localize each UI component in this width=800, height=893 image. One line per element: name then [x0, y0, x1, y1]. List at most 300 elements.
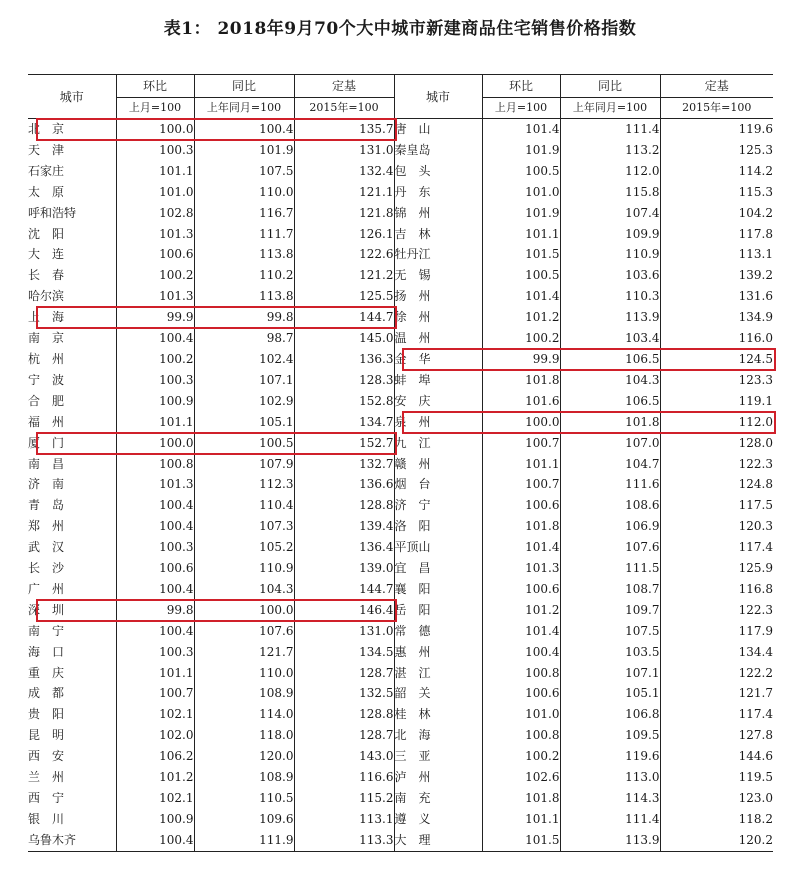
left-city-cell: 合 肥	[28, 393, 65, 408]
left-base-cell: 128.7	[294, 663, 394, 684]
left-base-cell: 131.0	[294, 140, 394, 161]
table-row	[28, 286, 773, 307]
right-city-cell: 丹 东	[394, 182, 482, 203]
right-base-cell: 115.3	[660, 182, 773, 203]
left-yoy-cell: 110.0	[194, 663, 294, 684]
left-city-cell: 西 安	[28, 749, 65, 764]
header-mom-base-right: 上月=100	[482, 98, 560, 119]
left-base-cell: 136.3	[294, 349, 394, 370]
left-mom-cell: 101.3	[116, 224, 194, 245]
left-mom-cell: 100.3	[116, 642, 194, 663]
left-yoy-cell: 107.3	[194, 516, 294, 537]
left-mom-cell: 100.2	[116, 349, 194, 370]
left-mom-cell: 100.4	[116, 579, 194, 600]
left-mom-cell: 106.2	[116, 746, 194, 767]
left-yoy-cell: 111.9	[194, 830, 294, 851]
left-mom-cell: 100.4	[116, 495, 194, 516]
right-yoy-cell: 103.5	[560, 642, 660, 663]
right-mom-cell: 100.5	[482, 265, 560, 286]
highlight-box	[36, 599, 397, 622]
right-base-cell: 118.2	[660, 809, 773, 830]
right-mom-cell: 101.4	[482, 286, 560, 307]
right-city-cell: 北 海	[394, 725, 482, 746]
right-yoy-cell: 107.6	[560, 537, 660, 558]
right-city-cell: 秦皇岛	[394, 140, 482, 161]
header-base-base-right: 2015年=100	[660, 98, 773, 119]
left-yoy-cell: 107.6	[194, 621, 294, 642]
right-base-cell: 116.8	[660, 579, 773, 600]
left-yoy-cell: 110.9	[194, 558, 294, 579]
highlight-box	[402, 348, 776, 371]
right-yoy-cell: 119.6	[560, 746, 660, 767]
left-city-cell: 北 京	[28, 122, 65, 136]
right-city-cell: 遵 义	[394, 809, 482, 830]
left-base-cell: 121.2	[294, 265, 394, 286]
left-base-cell: 134.5	[294, 642, 394, 663]
left-mom-cell: 99.9	[116, 307, 194, 328]
highlight-box	[402, 411, 776, 434]
right-yoy-cell: 103.6	[560, 265, 660, 286]
right-base-cell: 117.4	[660, 537, 773, 558]
right-mom-cell: 100.2	[482, 328, 560, 349]
header-yoy-left: 同比	[194, 75, 294, 98]
header-city-left: 城市	[28, 75, 116, 119]
right-city-cell: 赣 州	[394, 454, 482, 475]
right-city-cell: 岳 阳	[394, 600, 482, 621]
right-city-cell: 洛 阳	[394, 516, 482, 537]
right-mom-cell: 100.6	[482, 579, 560, 600]
header-base-base-left: 2015年=100	[294, 98, 394, 119]
right-base-cell: 144.6	[660, 746, 773, 767]
table-row	[28, 725, 773, 746]
left-base-cell: 121.1	[294, 182, 394, 203]
left-mom-cell: 100.9	[116, 809, 194, 830]
left-yoy-cell: 110.2	[194, 265, 294, 286]
left-mom-cell: 101.2	[116, 767, 194, 788]
left-base-cell: 144.7	[294, 307, 394, 328]
right-base-cell: 117.8	[660, 224, 773, 245]
left-base-cell: 128.8	[294, 495, 394, 516]
left-city-cell: 兰 州	[28, 770, 65, 785]
left-base-cell: 125.5	[294, 286, 394, 307]
right-base-cell: 123.0	[660, 788, 773, 809]
table-row	[28, 391, 773, 412]
left-base-cell: 132.5	[294, 683, 394, 704]
right-mom-cell: 101.1	[482, 224, 560, 245]
left-yoy-cell: 116.7	[194, 203, 294, 224]
right-base-cell: 116.0	[660, 328, 773, 349]
right-mom-cell: 100.8	[482, 725, 560, 746]
right-yoy-cell: 109.7	[560, 600, 660, 621]
right-base-cell: 119.1	[660, 391, 773, 412]
right-city-cell: 常 德	[394, 621, 482, 642]
left-base-cell: 121.8	[294, 203, 394, 224]
header-city-right: 城市	[394, 75, 482, 119]
left-city-cell: 太 原	[28, 184, 65, 199]
header-base-left: 定基	[294, 75, 394, 98]
right-mom-cell: 101.1	[482, 809, 560, 830]
right-yoy-cell: 112.0	[560, 161, 660, 182]
left-mom-cell: 99.8	[116, 600, 194, 621]
right-yoy-cell: 106.8	[560, 704, 660, 725]
left-base-cell: 128.3	[294, 370, 394, 391]
right-city-cell: 温 州	[394, 328, 482, 349]
left-mom-cell: 102.0	[116, 725, 194, 746]
table-row	[28, 746, 773, 767]
right-yoy-cell: 107.5	[560, 621, 660, 642]
right-city-cell: 扬 州	[394, 286, 482, 307]
left-yoy-cell: 108.9	[194, 683, 294, 704]
right-yoy-cell: 105.1	[560, 683, 660, 704]
header-base-right: 定基	[660, 75, 773, 98]
right-mom-cell: 101.4	[482, 621, 560, 642]
table-row	[28, 788, 773, 809]
left-mom-cell: 100.8	[116, 454, 194, 475]
left-city-cell: 大 连	[28, 247, 65, 262]
right-mom-cell: 101.1	[482, 454, 560, 475]
right-base-cell: 119.5	[660, 767, 773, 788]
header-mom-base-left: 上月=100	[116, 98, 194, 119]
right-base-cell: 121.7	[660, 683, 773, 704]
left-city-cell: 广 州	[28, 581, 65, 596]
left-mom-cell: 100.4	[116, 516, 194, 537]
left-city-cell: 杭 州	[28, 351, 65, 366]
table-row	[28, 161, 773, 182]
right-city-cell: 惠 州	[394, 642, 482, 663]
right-base-cell: 117.5	[660, 495, 773, 516]
left-base-cell: 144.7	[294, 579, 394, 600]
right-yoy-cell: 103.4	[560, 328, 660, 349]
right-base-cell: 120.2	[660, 830, 773, 851]
left-yoy-cell: 109.6	[194, 809, 294, 830]
left-yoy-cell: 100.5	[194, 433, 294, 454]
left-base-cell: 135.7	[294, 119, 394, 140]
right-mom-cell: 100.6	[482, 683, 560, 704]
left-yoy-cell: 107.5	[194, 161, 294, 182]
left-yoy-cell: 99.8	[194, 307, 294, 328]
table-row	[28, 265, 773, 286]
right-city-cell: 宜 昌	[394, 558, 482, 579]
left-mom-cell: 100.4	[116, 621, 194, 642]
right-mom-cell: 100.5	[482, 161, 560, 182]
left-mom-cell: 100.3	[116, 370, 194, 391]
right-mom-cell: 101.4	[482, 119, 560, 140]
right-base-cell: 124.8	[660, 474, 773, 495]
table-row	[28, 224, 773, 245]
right-mom-cell: 101.4	[482, 537, 560, 558]
right-city-cell: 济 宁	[394, 495, 482, 516]
right-base-cell: 113.1	[660, 244, 773, 265]
left-city-cell: 宁 波	[28, 372, 65, 387]
right-base-cell: 122.3	[660, 454, 773, 475]
right-mom-cell: 101.9	[482, 203, 560, 224]
left-yoy-cell: 100.0	[194, 600, 294, 621]
left-yoy-cell: 112.3	[194, 474, 294, 495]
right-city-cell: 金 华	[394, 349, 482, 370]
table-row	[28, 516, 773, 537]
left-city-cell: 银 川	[28, 811, 65, 826]
left-base-cell: 126.1	[294, 224, 394, 245]
header-yoy-base-left: 上年同月=100	[194, 98, 294, 119]
left-base-cell: 122.6	[294, 244, 394, 265]
right-yoy-cell: 113.0	[560, 767, 660, 788]
left-mom-cell: 100.0	[116, 433, 194, 454]
left-city-cell: 成 都	[28, 686, 65, 701]
right-city-cell: 烟 台	[394, 474, 482, 495]
left-base-cell: 152.8	[294, 391, 394, 412]
left-city-cell: 福 州	[28, 414, 65, 429]
right-city-cell: 三 亚	[394, 746, 482, 767]
right-city-cell: 牡丹江	[394, 244, 482, 265]
left-mom-cell: 100.2	[116, 265, 194, 286]
right-yoy-cell: 101.8	[560, 412, 660, 433]
right-base-cell: 104.2	[660, 203, 773, 224]
right-base-cell: 134.9	[660, 307, 773, 328]
right-mom-cell: 102.6	[482, 767, 560, 788]
right-base-cell: 139.2	[660, 265, 773, 286]
left-yoy-cell: 104.3	[194, 579, 294, 600]
right-yoy-cell: 108.6	[560, 495, 660, 516]
left-yoy-cell: 110.4	[194, 495, 294, 516]
left-city-cell: 郑 州	[28, 519, 65, 534]
left-yoy-cell: 102.4	[194, 349, 294, 370]
right-yoy-cell: 106.9	[560, 516, 660, 537]
table-row	[28, 182, 773, 203]
left-city-cell: 石家庄	[28, 163, 65, 178]
table-row	[28, 830, 773, 851]
left-yoy-cell: 118.0	[194, 725, 294, 746]
right-yoy-cell: 104.7	[560, 454, 660, 475]
right-yoy-cell: 111.6	[560, 474, 660, 495]
left-yoy-cell: 105.2	[194, 537, 294, 558]
left-city-cell: 贵 阳	[28, 707, 65, 722]
header-yoy-right: 同比	[560, 75, 660, 98]
right-base-cell: 122.3	[660, 600, 773, 621]
left-yoy-cell: 114.0	[194, 704, 294, 725]
table-row	[28, 767, 773, 788]
header-mom-left: 环比	[116, 75, 194, 98]
table-row	[28, 558, 773, 579]
left-yoy-cell: 98.7	[194, 328, 294, 349]
left-city-cell: 长 沙	[28, 561, 65, 576]
table-row	[28, 579, 773, 600]
right-yoy-cell: 104.3	[560, 370, 660, 391]
left-base-cell: 152.7	[294, 433, 394, 454]
left-base-cell: 145.0	[294, 328, 394, 349]
right-mom-cell: 101.9	[482, 140, 560, 161]
left-base-cell: 115.2	[294, 788, 394, 809]
left-base-cell: 116.6	[294, 767, 394, 788]
left-city-cell: 沈 阳	[28, 226, 65, 241]
right-base-cell: 125.3	[660, 140, 773, 161]
right-yoy-cell: 114.3	[560, 788, 660, 809]
left-city-cell: 深 圳	[28, 602, 65, 617]
right-base-cell: 123.3	[660, 370, 773, 391]
left-mom-cell: 100.3	[116, 537, 194, 558]
right-yoy-cell: 107.1	[560, 663, 660, 684]
right-city-cell: 襄 阳	[394, 579, 482, 600]
left-base-cell: 128.7	[294, 725, 394, 746]
right-mom-cell: 101.8	[482, 516, 560, 537]
right-mom-cell: 101.2	[482, 307, 560, 328]
right-base-cell: 128.0	[660, 433, 773, 454]
left-mom-cell: 102.1	[116, 788, 194, 809]
left-city-cell: 上 海	[28, 310, 65, 325]
left-base-cell: 143.0	[294, 746, 394, 767]
table-row	[28, 454, 773, 475]
left-mom-cell: 101.1	[116, 161, 194, 182]
right-yoy-cell: 106.5	[560, 349, 660, 370]
left-city-cell: 长 春	[28, 268, 65, 283]
right-city-cell: 蚌 埠	[394, 370, 482, 391]
left-yoy-cell: 113.8	[194, 244, 294, 265]
right-base-cell: 122.2	[660, 663, 773, 684]
left-city-cell: 南 昌	[28, 456, 65, 471]
left-mom-cell: 101.3	[116, 474, 194, 495]
left-base-cell: 132.4	[294, 161, 394, 182]
left-base-cell: 139.4	[294, 516, 394, 537]
right-mom-cell: 101.2	[482, 600, 560, 621]
right-mom-cell: 101.3	[482, 558, 560, 579]
table-row	[28, 203, 773, 224]
left-yoy-cell: 102.9	[194, 391, 294, 412]
right-yoy-cell: 113.9	[560, 830, 660, 851]
table-row	[28, 663, 773, 684]
left-base-cell: 131.0	[294, 621, 394, 642]
table-row	[28, 244, 773, 265]
right-city-cell: 无 锡	[394, 265, 482, 286]
right-city-cell: 徐 州	[394, 307, 482, 328]
left-city-cell: 天 津	[28, 142, 65, 157]
right-mom-cell: 99.9	[482, 349, 560, 370]
left-city-cell: 南 京	[28, 331, 65, 346]
table-row	[28, 537, 773, 558]
right-city-cell: 泸 州	[394, 767, 482, 788]
right-yoy-cell: 113.9	[560, 307, 660, 328]
left-mom-cell: 101.1	[116, 412, 194, 433]
table-row	[28, 140, 773, 161]
left-city-cell: 呼和浩特	[28, 205, 77, 220]
left-base-cell: 113.1	[294, 809, 394, 830]
right-mom-cell: 100.4	[482, 642, 560, 663]
left-mom-cell: 102.1	[116, 704, 194, 725]
price-index-table	[28, 74, 773, 852]
left-city-cell: 西 宁	[28, 791, 65, 805]
right-mom-cell: 100.8	[482, 663, 560, 684]
right-base-cell: 120.3	[660, 516, 773, 537]
right-base-cell: 134.4	[660, 642, 773, 663]
left-base-cell: 139.0	[294, 558, 394, 579]
table-row	[28, 704, 773, 725]
right-yoy-cell: 106.5	[560, 391, 660, 412]
table-row	[28, 370, 773, 391]
left-mom-cell: 100.7	[116, 683, 194, 704]
table-row	[28, 683, 773, 704]
right-base-cell: 117.4	[660, 704, 773, 725]
right-yoy-cell: 111.4	[560, 809, 660, 830]
left-city-cell: 武 汉	[28, 540, 65, 555]
left-mom-cell: 101.3	[116, 286, 194, 307]
left-mom-cell: 101.0	[116, 182, 194, 203]
right-mom-cell: 100.7	[482, 433, 560, 454]
left-base-cell: 134.7	[294, 412, 394, 433]
left-city-cell: 哈尔滨	[28, 289, 65, 304]
left-yoy-cell: 121.7	[194, 642, 294, 663]
right-mom-cell: 100.7	[482, 474, 560, 495]
right-yoy-cell: 107.4	[560, 203, 660, 224]
left-city-cell: 重 庆	[28, 665, 65, 680]
highlight-box	[36, 118, 397, 141]
left-city-cell: 厦 门	[28, 435, 65, 450]
right-mom-cell: 101.0	[482, 704, 560, 725]
right-base-cell: 127.8	[660, 725, 773, 746]
left-mom-cell: 100.6	[116, 244, 194, 265]
left-city-cell: 青 岛	[28, 498, 65, 513]
left-yoy-cell: 110.5	[194, 788, 294, 809]
header-yoy-base-right: 上年同月=100	[560, 98, 660, 119]
right-base-cell: 114.2	[660, 161, 773, 182]
left-yoy-cell: 110.0	[194, 182, 294, 203]
left-base-cell: 136.6	[294, 474, 394, 495]
table-row	[28, 495, 773, 516]
left-mom-cell: 100.4	[116, 328, 194, 349]
right-city-cell: 安 庆	[394, 391, 482, 412]
left-mom-cell: 100.9	[116, 391, 194, 412]
right-city-cell: 包 头	[394, 161, 482, 182]
left-yoy-cell: 105.1	[194, 412, 294, 433]
left-city-cell: 南 宁	[28, 623, 65, 638]
right-mom-cell: 100.2	[482, 746, 560, 767]
right-mom-cell: 101.5	[482, 244, 560, 265]
left-yoy-cell: 100.4	[194, 119, 294, 140]
right-city-cell: 九 江	[394, 433, 482, 454]
right-mom-cell: 101.8	[482, 788, 560, 809]
right-base-cell: 125.9	[660, 558, 773, 579]
right-yoy-cell: 115.8	[560, 182, 660, 203]
left-mom-cell: 100.3	[116, 140, 194, 161]
right-yoy-cell: 113.2	[560, 140, 660, 161]
table-row	[28, 474, 773, 495]
right-city-cell: 吉 林	[394, 224, 482, 245]
right-yoy-cell: 108.7	[560, 579, 660, 600]
right-yoy-cell: 110.9	[560, 244, 660, 265]
left-mom-cell: 102.8	[116, 203, 194, 224]
page-title: 表1： 2018年9月70个大中城市新建商品住宅销售价格指数	[163, 19, 637, 39]
right-mom-cell: 101.6	[482, 391, 560, 412]
right-yoy-cell: 110.3	[560, 286, 660, 307]
right-city-cell: 大 理	[394, 830, 482, 851]
left-mom-cell: 101.1	[116, 663, 194, 684]
right-mom-cell: 101.5	[482, 830, 560, 851]
right-mom-cell: 101.8	[482, 370, 560, 391]
right-yoy-cell: 111.4	[560, 119, 660, 140]
right-city-cell: 锦 州	[394, 203, 482, 224]
right-yoy-cell: 109.9	[560, 224, 660, 245]
left-base-cell: 128.8	[294, 704, 394, 725]
right-mom-cell: 100.6	[482, 495, 560, 516]
table-row	[28, 328, 773, 349]
table-row	[28, 642, 773, 663]
left-yoy-cell: 101.9	[194, 140, 294, 161]
left-mom-cell: 100.4	[116, 830, 194, 851]
table-row	[28, 621, 773, 642]
right-city-cell: 湛 江	[394, 663, 482, 684]
right-city-cell: 韶 关	[394, 683, 482, 704]
highlight-box	[36, 432, 397, 455]
right-base-cell: 124.5	[660, 349, 773, 370]
right-base-cell: 117.9	[660, 621, 773, 642]
table-row	[28, 809, 773, 830]
